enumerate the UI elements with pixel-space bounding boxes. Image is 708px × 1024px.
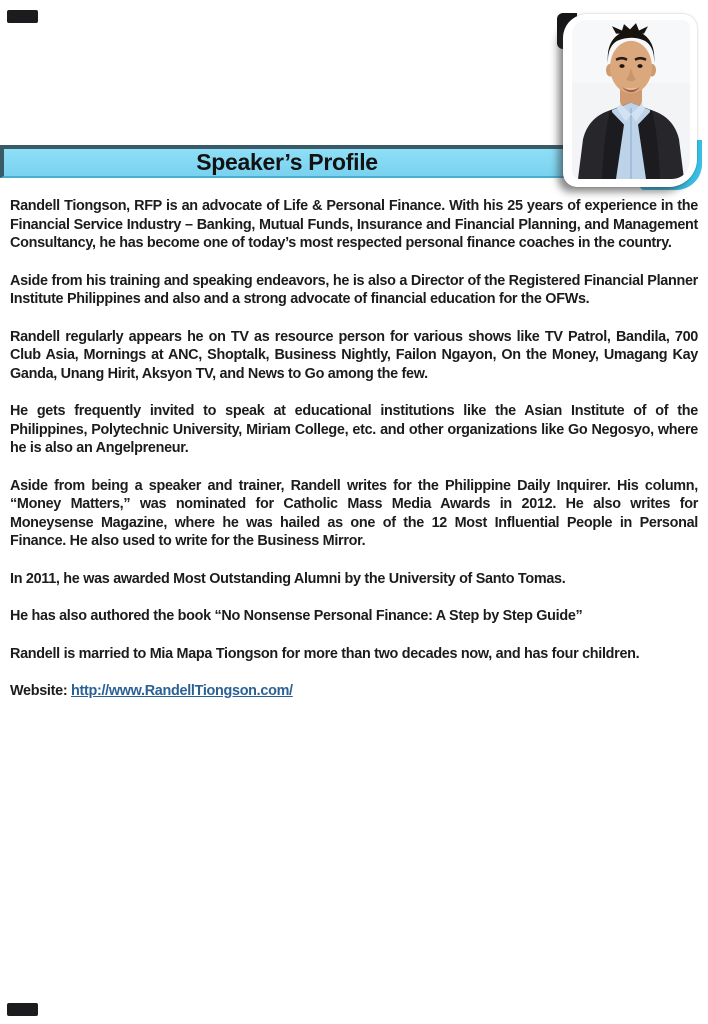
profile-paragraph: Aside from being a speaker and trainer, Randell writes for the Philippine Daily Inquirer. His column, “Money Matters,” was nominated for Catholic Mass Media Awards in 2012. He also writes for Moneysense Magazine, where he was hailed as one of the 12 Most Influential People in Personal Finance. He also used to write for the Business Mirror. — [10, 477, 698, 549]
profile-paragraph: Randell regularly appears he on TV as resource person for various shows like TV Patrol, Bandila, 700 Club Asia, Mornings at ANC, Shoptalk, Business Nightly, Failon Ngayon, On the Money, Umagang Kay Ganda, Unang Hirit, Aksyon TV, and News to Go among the few. — [10, 328, 698, 382]
website-link[interactable]: http://www.RandellTiongson.com/ — [71, 683, 293, 699]
portrait-image — [572, 20, 690, 179]
website-label: Website: — [10, 683, 68, 699]
profile-paragraph: Randell Tiongson, RFP is an advocate of Life & Personal Finance. With his 25 years of experience in the Financial Service Industry – Banking, Mutual Funds, Insurance and Financial Planning, and Management Consultancy, he has become one of today’s most respected personal finance coaches in the country. — [10, 198, 698, 251]
profile-paragraph: He has also authored the book “No Nonsense Personal Finance: A Step by Step Guide” — [10, 608, 583, 624]
profile-paragraph: Randell is married to Mia Mapa Tiongson for more than two decades now, and has four children. — [10, 645, 640, 662]
website-line — [10, 682, 698, 701]
profile-paragraph: He gets frequently invited to speak at educational institutions like the Asian Institute of of the Philippines, Polytechnic University, Miriam College, etc. and other organizations like Go Negosyo, where he is also an Angelpreneur. — [10, 403, 698, 456]
page-title: Speaker’s Profile — [196, 149, 378, 175]
page-corner-mark-bottom — [7, 1003, 38, 1016]
profile-body — [10, 197, 698, 720]
profile-paragraph: In 2011, he was awarded Most Outstanding Alumni by the University of Santo Tomas. — [10, 570, 566, 587]
profile-paragraph: Aside from his training and speaking endeavors, he is also a Director of the Registered Financial Planner Institute Philippines and also and a strong advocate of financial education for the OFWs. — [10, 272, 698, 307]
page-corner-mark-top — [7, 10, 38, 23]
title-bar — [0, 145, 570, 178]
speaker-photo — [563, 14, 697, 187]
speaker-photo-frame — [540, 8, 708, 196]
